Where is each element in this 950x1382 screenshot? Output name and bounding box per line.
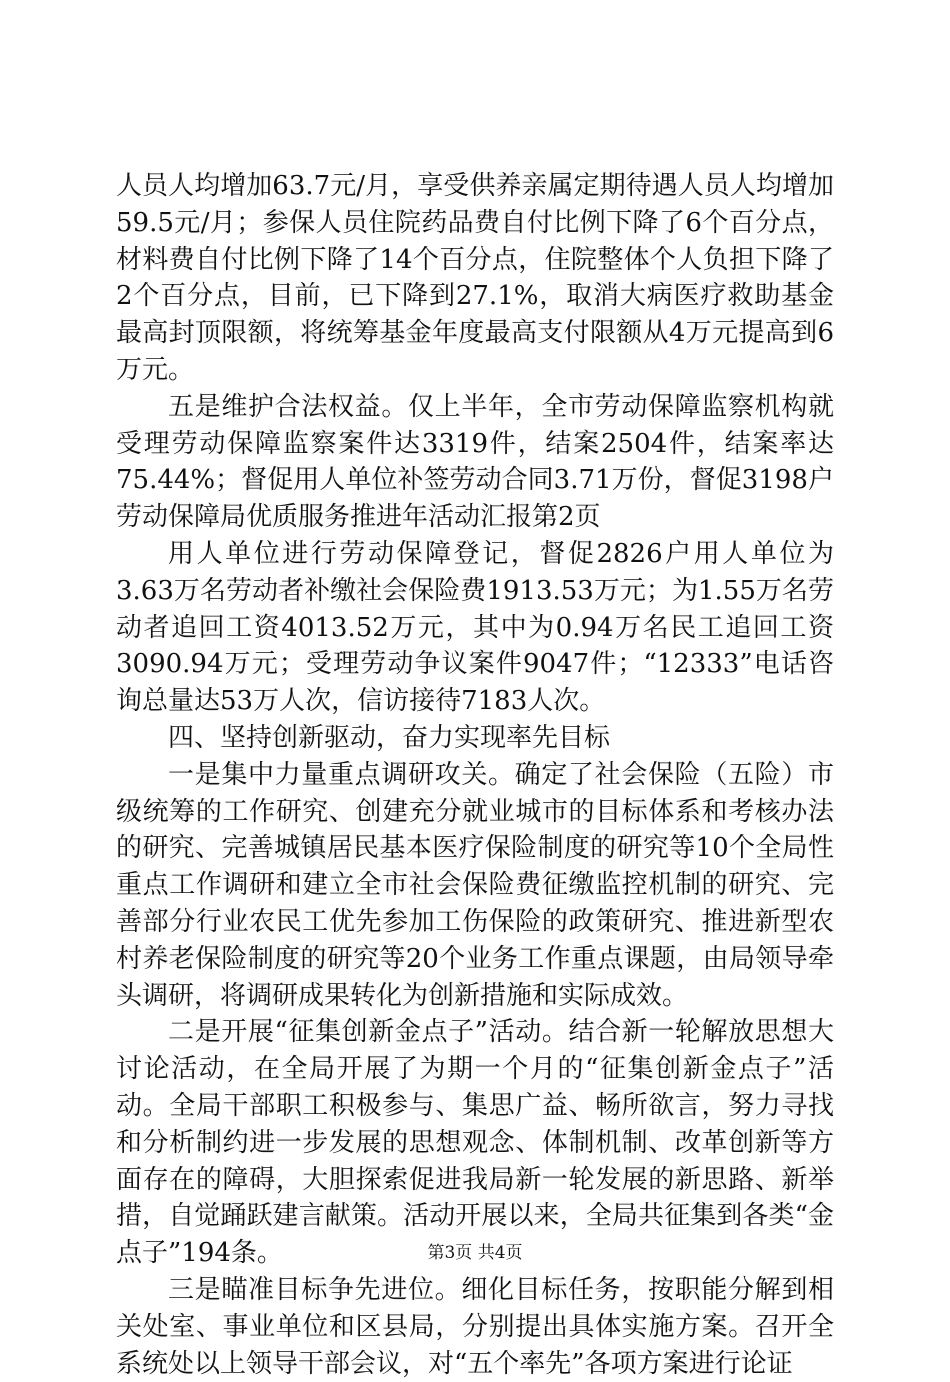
paragraph-6: 二是开展“征集创新金点子”活动。结合新一轮解放思想大讨论活动，在全局开展了为期一个月的“征集创新金点子”活动。全局干部职工积极参与、集思广益、畅所欲言，努力寻找和分析制约进一步发展的思想观念、体制机制、改革创新等方面存在的障碍，大胆探索促进我局新一轮发展的新思路、新举措，自觉踊跃建言献策。活动开展以来，全局共征集到各类“金点子”194条。	[116, 1017, 834, 1269]
paragraph-7: 三是瞄准目标争先进位。细化目标任务，按职能分解到相关处室、事业单位和区县局，分别提出具体实施方案。召开全系统处以上领导干部会议，对“五个率先”各项方案进行论证	[116, 1274, 834, 1379]
paragraph-5: 一是集中力量重点调研攻关。确定了社会保险（五险）市级统筹的工作研究、创建充分就业城市的目标体系和考核办法的研究、完善城镇居民基本医疗保险制度的研究等10个全局性重点工作调研和建立全市社会保险费征缴监控机制的研究、完善部分行业农民工优先参加工伤保险的政策研究、推进新型农村养老保险制度的研究等20个业务工作重点课题，由局领导牵头调研，将调研成果转化为创新措施和实际成效。	[116, 759, 834, 1011]
document-body	[116, 168, 834, 1382]
paragraph-1: 人员人均增加63.7元/月，享受供养亲属定期待遇人员人均增加59.5元/月；参保人员住院药品费自付比例下降了6个百分点，材料费自付比例下降了14个百分点，住院整体个人负担下降了2个百分点，目前，已下降到27.1%，取消大病医疗救助基金最高封顶限额，将统筹基金年度最高支付限额从4万元提高到6万元。	[116, 171, 834, 385]
page-number-footer: 第3页 共4页	[427, 1243, 523, 1263]
section-heading-4: 四、坚持创新驱动，奋力实现率先目标	[168, 722, 611, 753]
paragraph-3: 用人单位进行劳动保障登记，督促2826户用人单位为3.63万名劳动者补缴社会保险费1913.53万元；为1.55万名劳动者追回工资4013.52万元，其中为0.94万名民工追回工资3090.94万元；受理劳动争议案件9047件；“12333”电话咨询总量达53万人次，信访接待7183人次。	[116, 538, 834, 717]
paragraph-2: 五是维护合法权益。仅上半年，全市劳动保障监察机构就受理劳动保障监察案件达3319件，结案2504件，结案率达75.44%；督促用人单位补签劳动合同3.71万份，督促3198户劳动保障局优质服务推进年活动汇报第2页	[116, 391, 834, 533]
